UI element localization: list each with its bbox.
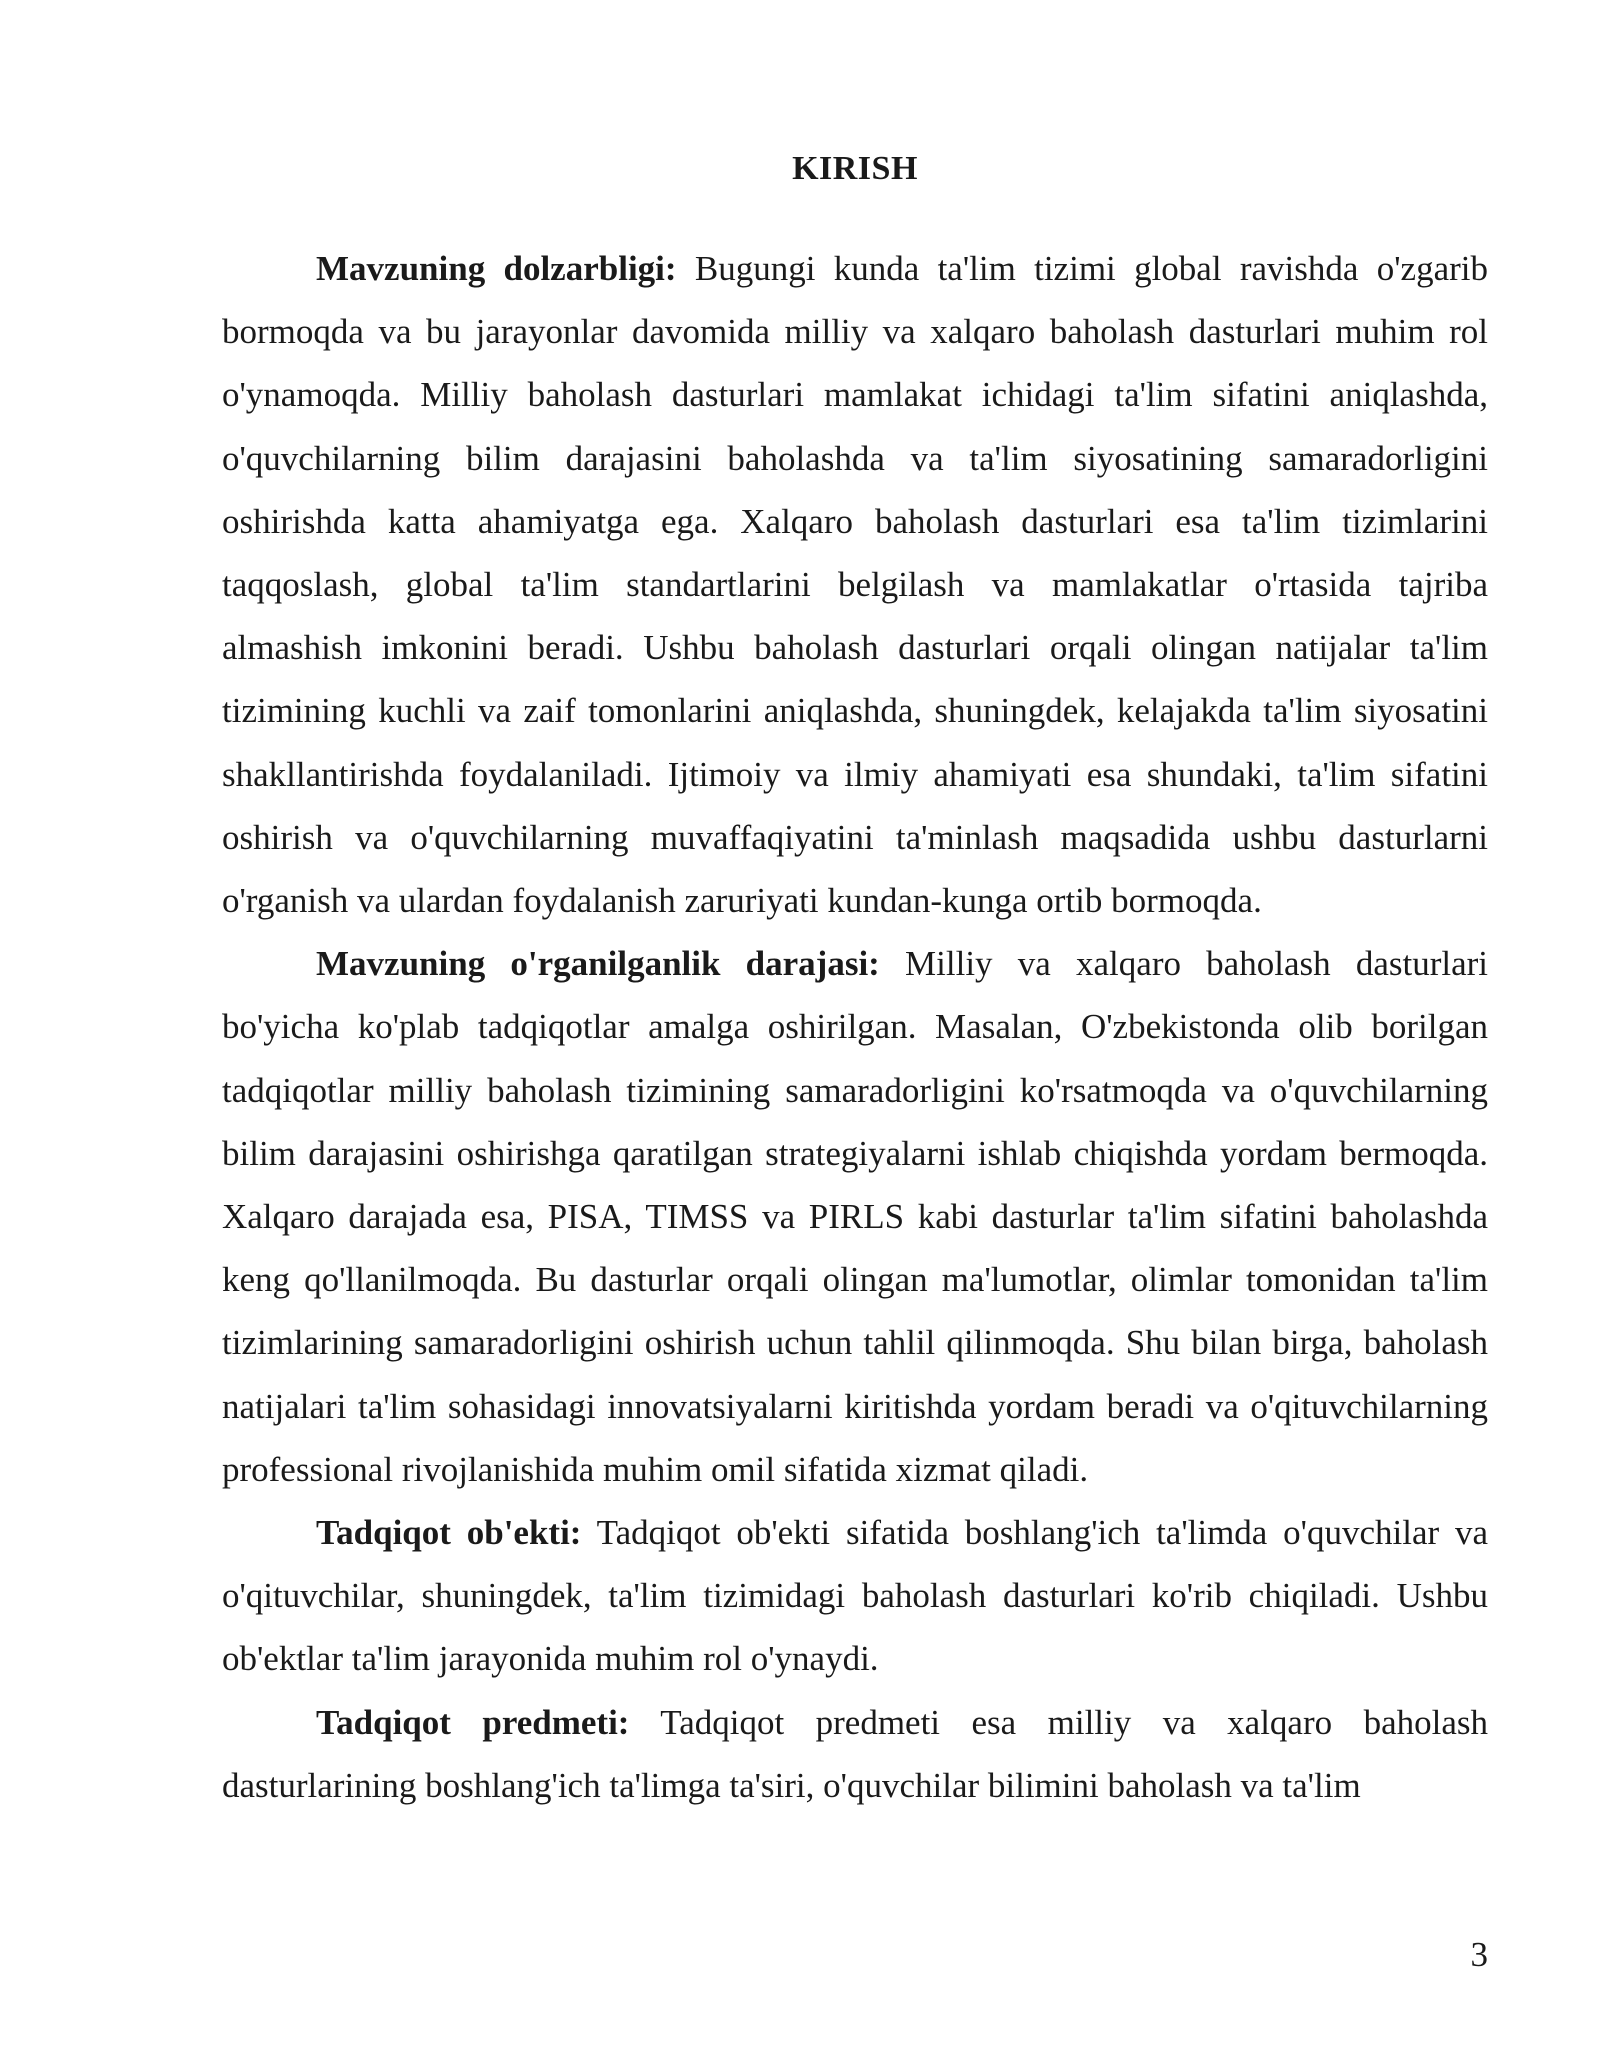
paragraph-lead: Mavzuning o'rganilganlik darajasi:: [316, 944, 880, 984]
paragraph-text: Bugungi kunda ta'lim tizimi global ravishda o'zgarib bormoqda va bu jarayonlar davomida milliy va xalqaro baholash dasturlari muhim rol o'ynamoqda. Milliy baholash dasturlari mamlakat ichidagi ta'lim sifatini aniqlashda, o'quvchilarning bilim darajasini baholashda va ta'lim siyosatining samaradorligini oshirishda katta ahamiyatga ega. Xalqaro baholash dasturlari esa ta'lim tizimlarini taqqoslash, global ta'lim standartlarini belgilash va mamlakatlar o'rtasida tajriba almashish imkonini beradi. Ushbu baholash dasturlari orqali olingan natijalar ta'lim tizimining kuchli va zaif tomonlarini aniqlashda, shuningdek, kelajakda ta'lim siyosatini shakllantirishda foydalaniladi. Ijtimoiy va ilmiy ahamiyati esa shundaki, ta'lim sifatini oshirish va o'quvchilarning muvaffaqiyatini ta'minlash maqsadida ushbu dasturlarni o'rganish va ulardan foydalanish zaruriyati kundan-kunga ortib bormoqda.: [222, 249, 1488, 921]
paragraph-research-subject: [222, 1691, 1488, 1817]
paragraph-lead: Mavzuning dolzarbligi:: [316, 249, 677, 288]
body-text: [222, 237, 1488, 1817]
paragraph-lead: Tadqiqot predmeti:: [316, 1702, 630, 1742]
paragraph-text: Tadqiqot predmeti esa milliy va xalqaro baholash dasturlarining boshlang'ich ta'limga ta'siri, o'quvchilar bilimini baholash va ta'lim: [222, 1702, 1488, 1805]
paragraph-text: Tadqiqot ob'ekti sifatida boshlang'ich ta'limda o'quvchilar va o'qituvchilar, shuningdek, ta'lim tizimidagi baholash dasturlari ko'rib chiqiladi. Ushbu ob'ektlar ta'lim jarayonida muhim rol o'ynaydi.: [222, 1513, 1488, 1679]
paragraph-research-object: [222, 1501, 1488, 1691]
paragraph-study-level: [222, 932, 1488, 1501]
section-title: KIRISH: [792, 150, 918, 187]
paragraph-text: Milliy va xalqaro baholash dasturlari bo'yicha ko'plab tadqiqotlar amalga oshirilgan. Masalan, O'zbekistonda olib borilgan tadqiqotlar milliy baholash tizimining samaradorligini ko'rsatmoqda va o'quvchilarning bilim darajasini oshirishga qaratilgan strategiyalarni ishlab chiqishda yordam bermoqda. Xalqaro darajada esa, PISA, TIMSS va PIRLS kabi dasturlar ta'lim sifatini baholashda keng qo'llanilmoqda. Bu dasturlar orqali olingan ma'lumotlar, olimlar tomonidan ta'lim tizimlarining samaradorligini oshirish uchun tahlil qilinmoqda. Shu bilan birga, baholash natijalari ta'lim sohasidagi innovatsiyalarni kiritishda yordam beradi va o'qituvchilarning professional rivojlanishida muhim omil sifatida xizmat qiladi.: [222, 944, 1488, 1489]
paragraph-lead: Tadqiqot ob'ekti:: [316, 1513, 582, 1553]
paragraph-relevance: [222, 237, 1488, 932]
page-number: 3: [1470, 1935, 1488, 1974]
